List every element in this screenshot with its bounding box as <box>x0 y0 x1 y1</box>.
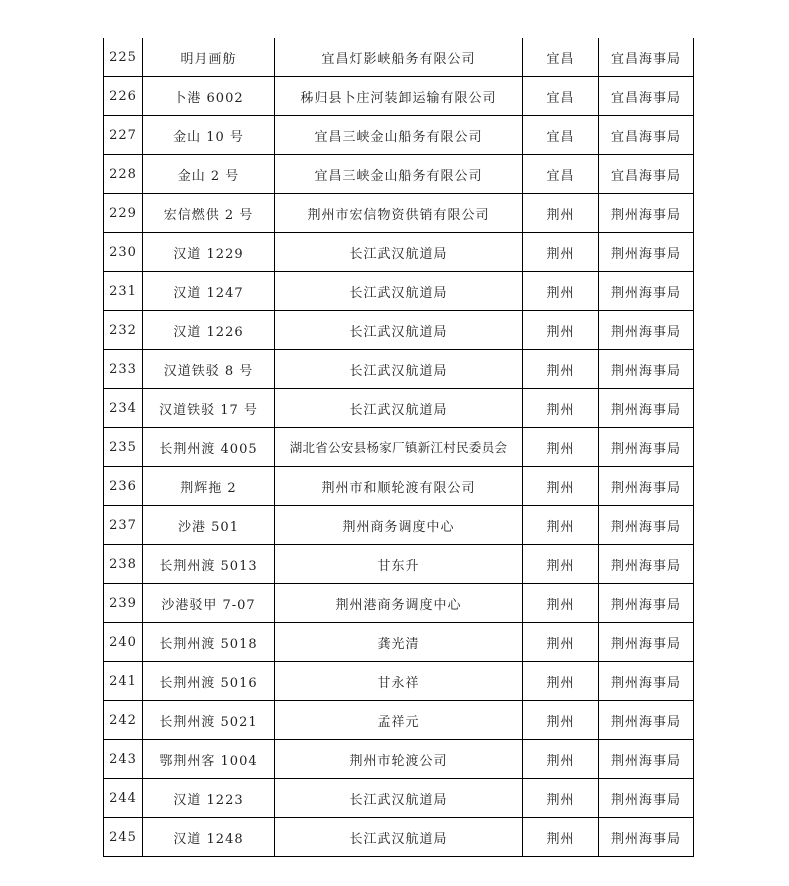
maritime-authority: 荆州海事局 <box>599 545 694 584</box>
city: 荆州 <box>523 740 599 779</box>
maritime-authority: 荆州海事局 <box>599 272 694 311</box>
row-number: 234 <box>104 389 143 428</box>
city: 荆州 <box>523 389 599 428</box>
owner-name: 秭归县卜庄河装卸运输有限公司 <box>275 77 523 116</box>
owner-name: 湖北省公安县杨家厂镇新江村民委员会 <box>275 428 523 467</box>
table-row <box>104 311 694 350</box>
table-row <box>104 233 694 272</box>
row-number: 236 <box>104 467 143 506</box>
city: 荆州 <box>523 584 599 623</box>
owner-name: 长江武汉航道局 <box>275 350 523 389</box>
row-number: 240 <box>104 623 143 662</box>
table-row <box>104 428 694 467</box>
ship-name: 鄂荆州客 1004 <box>143 740 275 779</box>
ship-name: 长荆州渡 4005 <box>143 428 275 467</box>
table-row <box>104 506 694 545</box>
row-number: 239 <box>104 584 143 623</box>
table-row <box>104 272 694 311</box>
city: 荆州 <box>523 545 599 584</box>
owner-name: 宜昌灯影峡船务有限公司 <box>275 38 523 77</box>
ship-name: 长荆州渡 5021 <box>143 701 275 740</box>
table-row <box>104 662 694 701</box>
maritime-authority: 宜昌海事局 <box>599 38 694 77</box>
city: 宜昌 <box>523 116 599 155</box>
ship-name: 荆辉拖 2 <box>143 467 275 506</box>
row-number: 235 <box>104 428 143 467</box>
table-row <box>104 818 694 857</box>
ship-name: 汉道铁驳 17 号 <box>143 389 275 428</box>
table-row <box>104 467 694 506</box>
maritime-authority: 荆州海事局 <box>599 623 694 662</box>
maritime-authority: 荆州海事局 <box>599 467 694 506</box>
city: 荆州 <box>523 194 599 233</box>
owner-name: 荆州商务调度中心 <box>275 506 523 545</box>
row-number: 242 <box>104 701 143 740</box>
table-row <box>104 350 694 389</box>
row-number: 226 <box>104 77 143 116</box>
table-row <box>104 701 694 740</box>
table-row <box>104 77 694 116</box>
table-row <box>104 38 694 77</box>
maritime-authority: 荆州海事局 <box>599 779 694 818</box>
table-row <box>104 116 694 155</box>
maritime-authority: 荆州海事局 <box>599 818 694 857</box>
ship-list-table <box>103 38 694 857</box>
city: 荆州 <box>523 818 599 857</box>
table-row <box>104 584 694 623</box>
ship-name: 明月画舫 <box>143 38 275 77</box>
row-number: 232 <box>104 311 143 350</box>
city: 宜昌 <box>523 77 599 116</box>
owner-name: 长江武汉航道局 <box>275 389 523 428</box>
row-number: 237 <box>104 506 143 545</box>
ship-name: 汉道 1229 <box>143 233 275 272</box>
ship-name: 长荆州渡 5016 <box>143 662 275 701</box>
ship-name: 长荆州渡 5018 <box>143 623 275 662</box>
row-number: 238 <box>104 545 143 584</box>
city: 荆州 <box>523 467 599 506</box>
ship-name: 长荆州渡 5013 <box>143 545 275 584</box>
maritime-authority: 荆州海事局 <box>599 701 694 740</box>
maritime-authority: 荆州海事局 <box>599 740 694 779</box>
city: 荆州 <box>523 350 599 389</box>
maritime-authority: 荆州海事局 <box>599 350 694 389</box>
owner-name: 长江武汉航道局 <box>275 272 523 311</box>
maritime-authority: 荆州海事局 <box>599 428 694 467</box>
ship-name: 汉道 1223 <box>143 779 275 818</box>
city: 荆州 <box>523 311 599 350</box>
row-number: 228 <box>104 155 143 194</box>
owner-name: 宜昌三峡金山船务有限公司 <box>275 116 523 155</box>
row-number: 231 <box>104 272 143 311</box>
city: 荆州 <box>523 506 599 545</box>
owner-name: 荆州港商务调度中心 <box>275 584 523 623</box>
ship-name: 汉道 1248 <box>143 818 275 857</box>
row-number: 225 <box>104 38 143 77</box>
maritime-authority: 荆州海事局 <box>599 194 694 233</box>
row-number: 245 <box>104 818 143 857</box>
maritime-authority: 荆州海事局 <box>599 662 694 701</box>
table-row <box>104 155 694 194</box>
row-number: 241 <box>104 662 143 701</box>
owner-name: 宜昌三峡金山船务有限公司 <box>275 155 523 194</box>
city: 宜昌 <box>523 155 599 194</box>
owner-name: 甘永祥 <box>275 662 523 701</box>
maritime-authority: 宜昌海事局 <box>599 116 694 155</box>
city: 荆州 <box>523 662 599 701</box>
row-number: 230 <box>104 233 143 272</box>
row-number: 227 <box>104 116 143 155</box>
owner-name: 荆州市轮渡公司 <box>275 740 523 779</box>
ship-name: 金山 10 号 <box>143 116 275 155</box>
ship-name: 汉道 1226 <box>143 311 275 350</box>
city: 荆州 <box>523 428 599 467</box>
maritime-authority: 宜昌海事局 <box>599 155 694 194</box>
ship-name: 沙港 501 <box>143 506 275 545</box>
ship-name: 汉道 1247 <box>143 272 275 311</box>
city: 荆州 <box>523 779 599 818</box>
ship-name: 沙港驳甲 7-07 <box>143 584 275 623</box>
owner-name: 长江武汉航道局 <box>275 311 523 350</box>
ship-list-body <box>104 38 694 857</box>
row-number: 233 <box>104 350 143 389</box>
ship-name: 汉道铁驳 8 号 <box>143 350 275 389</box>
maritime-authority: 荆州海事局 <box>599 311 694 350</box>
city: 荆州 <box>523 272 599 311</box>
maritime-authority: 荆州海事局 <box>599 389 694 428</box>
owner-name: 甘东升 <box>275 545 523 584</box>
table-row <box>104 623 694 662</box>
owner-name: 荆州市和顺轮渡有限公司 <box>275 467 523 506</box>
owner-name: 孟祥元 <box>275 701 523 740</box>
table-row <box>104 545 694 584</box>
row-number: 244 <box>104 779 143 818</box>
city: 荆州 <box>523 623 599 662</box>
city: 荆州 <box>523 233 599 272</box>
maritime-authority: 宜昌海事局 <box>599 77 694 116</box>
table-row <box>104 779 694 818</box>
ship-name: 金山 2 号 <box>143 155 275 194</box>
owner-name: 长江武汉航道局 <box>275 233 523 272</box>
ship-name: 宏信燃供 2 号 <box>143 194 275 233</box>
row-number: 229 <box>104 194 143 233</box>
maritime-authority: 荆州海事局 <box>599 584 694 623</box>
owner-name: 龚光清 <box>275 623 523 662</box>
city: 宜昌 <box>523 38 599 77</box>
owner-name: 长江武汉航道局 <box>275 779 523 818</box>
ship-name: 卜港 6002 <box>143 77 275 116</box>
maritime-authority: 荆州海事局 <box>599 506 694 545</box>
row-number: 243 <box>104 740 143 779</box>
table-row <box>104 389 694 428</box>
table-row <box>104 194 694 233</box>
table-row <box>104 740 694 779</box>
owner-name: 长江武汉航道局 <box>275 818 523 857</box>
maritime-authority: 荆州海事局 <box>599 233 694 272</box>
owner-name: 荆州市宏信物资供销有限公司 <box>275 194 523 233</box>
city: 荆州 <box>523 701 599 740</box>
